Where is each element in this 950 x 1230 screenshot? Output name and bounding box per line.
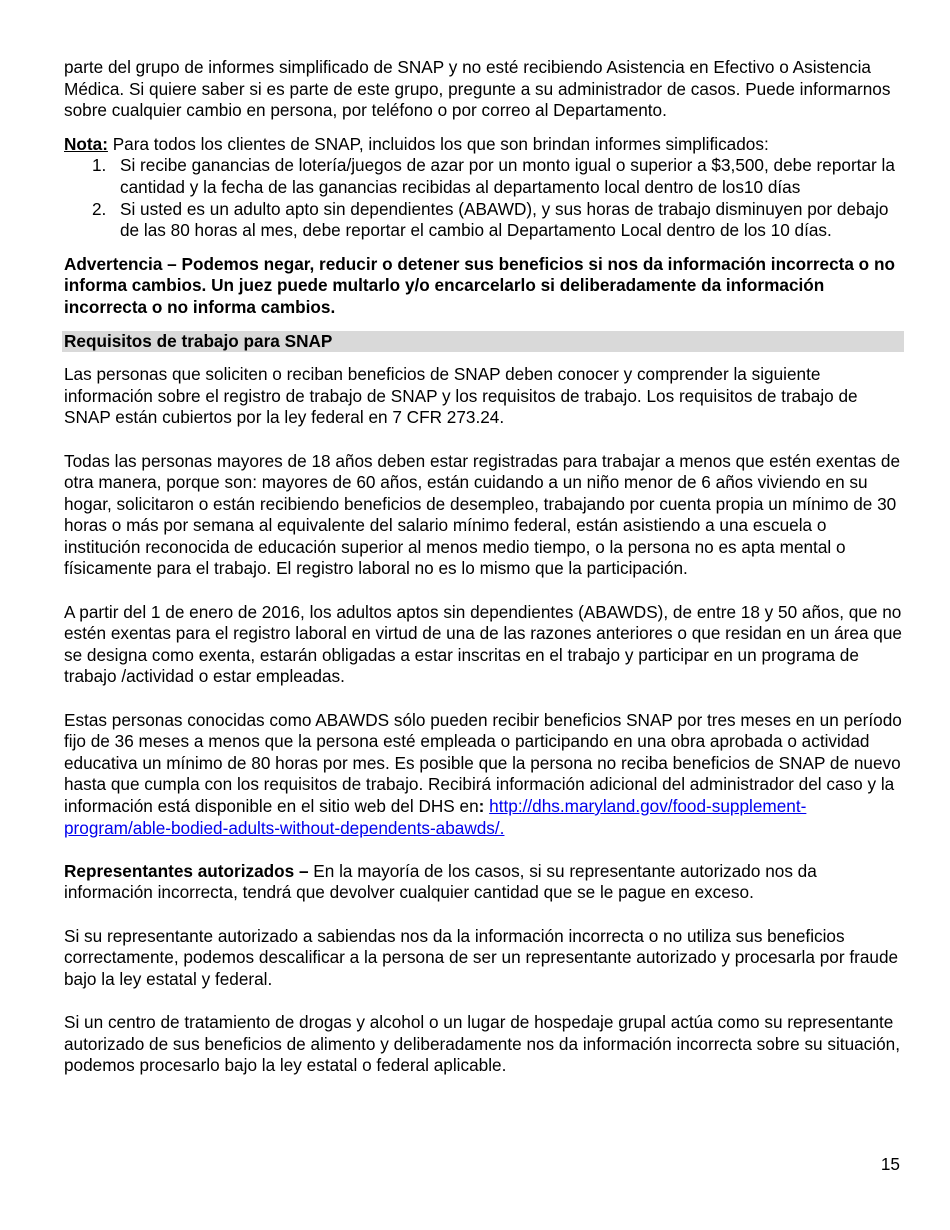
list-item-number: 1. xyxy=(92,155,107,176)
list-item-number: 2. xyxy=(92,198,107,219)
treatment-center-paragraph: Si un centro de tratamiento de drogas y alcohol o un lugar de hospedaje grupal actúa como su representante autorizado de sus beneficios de alimento y deliberadamente nos da información incorrecta sobre su situación, podemos procesarlo bajo la ley estatal o federal aplicable. xyxy=(64,1011,900,1076)
page-number: 15 xyxy=(880,1154,900,1174)
abawds-paragraph: A partir del 1 de enero de 2016, los adultos aptos sin dependientes (ABAWDS), de entre 18 y 50 años, que no estén exentas para el registro laboral en virtud de una de las razones anteriores o que residan en un área que se designa como exenta, estarán obligadas a estar inscritas en el trabajo y participar en un programa de trabajo /actividad o estar empleadas. xyxy=(64,601,902,687)
abawds-limit-paragraph xyxy=(64,710,904,840)
list-item xyxy=(64,155,904,198)
note-label: Nota: xyxy=(64,133,108,154)
authorized-representatives-heading: Representantes autorizados – xyxy=(64,860,309,881)
list-item-text: Si usted es un adulto apto sin dependientes (ABAWD), y sus horas de trabajo disminuyen por debajo de las 80 horas al mes, debe reportar el cambio al Departamento Local dentro de los 10 días. xyxy=(120,198,889,241)
abawds-limit-text: Estas personas conocidas como ABAWDS sólo pueden recibir beneficios SNAP por tres meses en un período fijo de 36 meses a menos que la persona esté empleada o participando en una obra aprobada o actividad educativa un mínimo de 80 horas por mes. Es posible que la persona no reciba beneficios de SNAP de nuevo hasta que cumpla con los requisitos de trabajo. Recibirá información adicional del administrador del caso y la información está disponible en el sitio web del DHS en xyxy=(64,709,902,816)
colon: : xyxy=(478,796,485,816)
list-item-text: Si recibe ganancias de lotería/juegos de azar por un monto igual o superior a $3,500, debe reportar la cantidad y la fecha de las ganancias recibidas al departamento local dentro de los10 días xyxy=(120,155,895,197)
list-item xyxy=(64,199,904,242)
work-requirements-paragraph: Las personas que soliciten o reciban beneficios de SNAP deben conocer y comprender la siguiente información sobre el registro de trabajo de SNAP y los requisitos de trabajo. Los requisitos de trabajo de SNAP están cubiertos por la ley federal en 7 CFR 273.24. xyxy=(64,364,858,428)
registration-paragraph: Todas las personas mayores de 18 años deben estar registradas para trabajar a menos que estén exentas de otra manera, porque son: mayores de 60 años, están cuidando a un niño menor de 6 años viviendo en su hogar, solicitaron o están recibiendo beneficios de desempleo, trabajando por cuenta propia un mínimo de 30 horas o más por semana al equivalente del salario mínimo federal, están asistiendo a una escuela o institución reconocida de educación superior al menos medio tiempo, o la persona no es apta mental o físicamente para el trabajo. El registro laboral no es lo mismo que la participación. xyxy=(64,450,901,579)
dhs-abawds-link[interactable]: http://dhs.maryland.gov/food-supplement-program/able-bodied-adults-without-dependents-abawds/. xyxy=(64,796,807,838)
note-list xyxy=(64,155,904,241)
intro-paragraph: parte del grupo de informes simplificado de SNAP y no esté recibiendo Asistencia en Efectivo o Asistencia Médica. Si quiere saber si es parte de este grupo, pregunte a su administrador de casos. Puede informarnos sobre cualquier cambio en persona, por teléfono o por correo al Departamento. xyxy=(64,57,891,121)
note-paragraph xyxy=(64,134,904,156)
warning-paragraph: Advertencia – Podemos negar, reducir o detener sus beneficios si nos da información incorrecta o no informa cambios. Un juez puede multarlo y/o encarcelarlo si deliberadamente da información incorrecta o no informa cambios. xyxy=(64,253,895,317)
section-header: Requisitos de trabajo para SNAP xyxy=(62,331,904,353)
document-page xyxy=(64,57,904,1077)
authorized-representatives-paragraph xyxy=(64,861,904,904)
authorized-representatives-text: En la mayoría de los casos, si su representante autorizado nos da información incorrecta, tendrá que devolver cualquier cantidad que se le pague en exceso. xyxy=(64,860,817,903)
representative-fraud-paragraph: Si su representante autorizado a sabiendas nos da la información incorrecta o no utiliza sus beneficios correctamente, podemos descalificar a la persona de ser un representante autorizado y procesarla por fraude bajo la ley estatal y federal. xyxy=(64,925,899,989)
note-text: Para todos los clientes de SNAP, incluidos los que son brindan informes simplificados: xyxy=(107,133,769,154)
